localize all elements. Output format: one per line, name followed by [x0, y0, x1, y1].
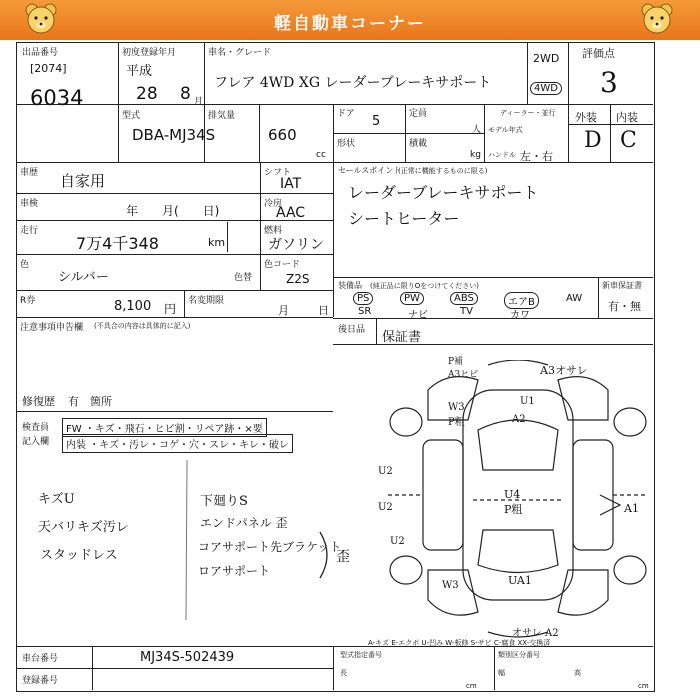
lot-number: 6034	[30, 86, 84, 110]
sales-line-1: レーダーブレーキサポート	[348, 183, 539, 202]
equip-ps: PS	[353, 292, 373, 305]
handnote-center-4: ロアサポート	[198, 564, 271, 578]
handnote-center-1: 下廻りS	[200, 494, 248, 509]
lot-sub: [2074]	[30, 62, 67, 75]
equip-navi: ナビ	[408, 310, 428, 321]
color-code-value: Z2S	[286, 272, 310, 286]
mileage-value: 7万4千348	[76, 234, 159, 253]
mark-u4: U4 P粗	[504, 488, 523, 516]
accessory-value: 保証書	[382, 330, 422, 345]
model-name-value: フレア 4WD XG レーダーブレーキサポート	[214, 75, 492, 91]
type-value: DBA-MJ34S	[132, 126, 216, 144]
doors-value: 5	[372, 114, 381, 129]
bear-logo-left-icon	[24, 2, 58, 36]
displacement-label: 排気量	[208, 111, 236, 121]
dim-height: 高	[574, 669, 581, 677]
displacement-unit: cc	[316, 150, 326, 160]
mark-w3: W3	[442, 580, 459, 591]
rating-label: 評価点	[582, 47, 615, 60]
mark-a2: A2	[512, 414, 526, 425]
history-label: 車歴	[20, 168, 39, 178]
repair-history-label: 修復歴	[22, 395, 55, 408]
drive-2wd: 2WD	[533, 52, 560, 65]
first-reg-month-unit: 月	[194, 97, 204, 107]
sales-line-2: シートヒーター	[348, 209, 460, 228]
handnote-center-2: エンドパネル 歪	[200, 516, 288, 530]
spec-label-1: 型式指定番号	[340, 651, 382, 659]
drive-4wd-circled: 4WD	[530, 82, 562, 95]
inspection-value: 年 月( 日)	[126, 204, 220, 218]
header-title: 軽自動車コーナー	[274, 14, 426, 34]
inspector-label-1: 検査員	[22, 423, 50, 433]
load-label: 積載	[409, 139, 428, 149]
interior-label: 内装	[616, 111, 638, 124]
repair-history-value: 有 箇所	[68, 395, 112, 408]
equip-airbag: エアB	[504, 292, 539, 309]
ac-label: 冷房	[264, 199, 283, 209]
first-reg-month: 8	[180, 84, 191, 104]
handnote-left-2: 天バリキズ汚レ	[38, 520, 129, 535]
notes-label: 注意事項申告欄	[20, 323, 84, 333]
lot-label: 出品番号	[22, 48, 59, 58]
dim-length-unit: cm	[466, 682, 477, 690]
handnote-left-1: キズU	[38, 492, 75, 507]
mark-a1: A1	[624, 502, 639, 515]
exterior-grade: D	[584, 128, 602, 153]
history-value: 自家用	[60, 172, 106, 190]
equipment-label: 装備品	[338, 281, 362, 290]
type-label: 型式	[122, 111, 141, 121]
color-replaced-label: 色替	[234, 273, 253, 283]
mark-u1: U1	[520, 396, 535, 407]
mark-front-top: P補 A3ヒビ	[448, 357, 479, 380]
odometer-month: 月	[278, 304, 289, 317]
damage-legend: A-キズ E-エクボ U-凹み W-板修 S-サビ C-腐食 XX-交換済	[368, 639, 551, 647]
inspection-label: 車検	[20, 199, 39, 209]
equipment-sub: (純正品に限りOをつけてください)	[370, 282, 479, 290]
handle-value: 左・右	[520, 150, 553, 163]
mark-rear: オサレ A2	[512, 628, 559, 639]
dim-width: 幅	[498, 669, 505, 677]
bear-logo-right-icon	[640, 2, 674, 36]
dim-height-unit: cm	[638, 682, 649, 690]
color-value: シルバー	[58, 270, 109, 285]
chassis-label: 車台番号	[22, 654, 59, 664]
handle-label: ハンドル	[488, 151, 516, 159]
mark-a3: A3オサレ	[540, 364, 588, 377]
shape-label: 形状	[337, 139, 356, 149]
color-code-label: 色コード	[264, 260, 301, 270]
first-reg-year: 28	[136, 84, 158, 104]
odometer-label: 名変期限	[188, 296, 225, 306]
mark-ua1: UA1	[508, 574, 532, 587]
recycle-value: 8,100	[114, 299, 152, 314]
inspector-row-2: 内装 ・キズ・汚レ・コゲ・穴・スレ・キレ・破レ	[62, 434, 293, 453]
interior-grade: C	[620, 128, 637, 153]
color-label: 色	[20, 260, 30, 270]
inspector-row-1: FW ・キズ・飛石・ヒビ割・リペア跡・×要	[62, 418, 267, 437]
displacement-value: 660	[268, 126, 297, 144]
mark-u2a: U2	[378, 466, 393, 477]
mark-u2b: U2	[378, 502, 393, 513]
chassis-value: MJ34S-502439	[140, 650, 235, 665]
recycle-unit: 円	[164, 302, 177, 316]
mark-w3p: W3 P粗	[448, 402, 465, 428]
manual-label: 新車保証書	[602, 281, 642, 290]
spec-label-2: 類別区分番号	[498, 651, 540, 659]
handnote-left-3: スタッドレス	[40, 548, 118, 563]
load-unit: kg	[470, 150, 481, 160]
shift-value: IAT	[280, 176, 302, 192]
handnote-center-3: コアサポート先ブラケット	[198, 540, 342, 554]
fuel-value: ガソリン	[268, 237, 324, 253]
equip-aw: AW	[566, 293, 583, 304]
sales-sub: (正常に機能するものに限る)	[398, 167, 488, 175]
mileage-label: 走行	[20, 226, 39, 236]
manual-value: 有・無	[608, 300, 641, 313]
dim-length: 長	[340, 669, 347, 677]
doors-label: ドア	[337, 109, 355, 119]
model-year-label: モデル年式	[488, 126, 523, 134]
equip-pw: PW	[400, 292, 424, 305]
handnote-bracket: 歪	[336, 549, 350, 565]
rating-value: 3	[600, 66, 618, 99]
model-name-label: 車名・グレード	[208, 48, 272, 58]
first-reg-era: 平成	[126, 64, 153, 79]
first-reg-label: 初度登録年月	[122, 48, 177, 58]
registration-label: 登録番号	[22, 676, 59, 686]
recycle-label: R券	[20, 296, 36, 306]
mark-u2c: U2	[390, 536, 405, 547]
dealer-label: ディーラー・並行	[500, 109, 556, 117]
capacity-label: 定員	[409, 109, 428, 119]
shift-label: シフト	[264, 168, 292, 178]
ac-value: AAC	[276, 205, 306, 221]
equip-tv: TV	[460, 306, 473, 317]
inspector-label-2: 記入欄	[22, 437, 50, 447]
exterior-label: 外装	[575, 111, 597, 124]
fuel-label: 燃料	[264, 226, 283, 236]
capacity-unit: 人	[472, 125, 482, 135]
odometer-day: 日	[318, 304, 329, 317]
equip-sr: SR	[358, 306, 372, 317]
accessory-label: 後日品	[338, 325, 366, 335]
divider-handline	[182, 460, 192, 620]
bracket-mark	[318, 530, 336, 580]
equip-leather: カワ	[510, 310, 530, 321]
sales-label: セールスポイント	[338, 166, 402, 175]
notes-sub: (不具合の内容は具体的に記入)	[94, 322, 191, 330]
equip-abs: ABS	[450, 292, 478, 305]
mileage-unit: km	[208, 236, 226, 249]
